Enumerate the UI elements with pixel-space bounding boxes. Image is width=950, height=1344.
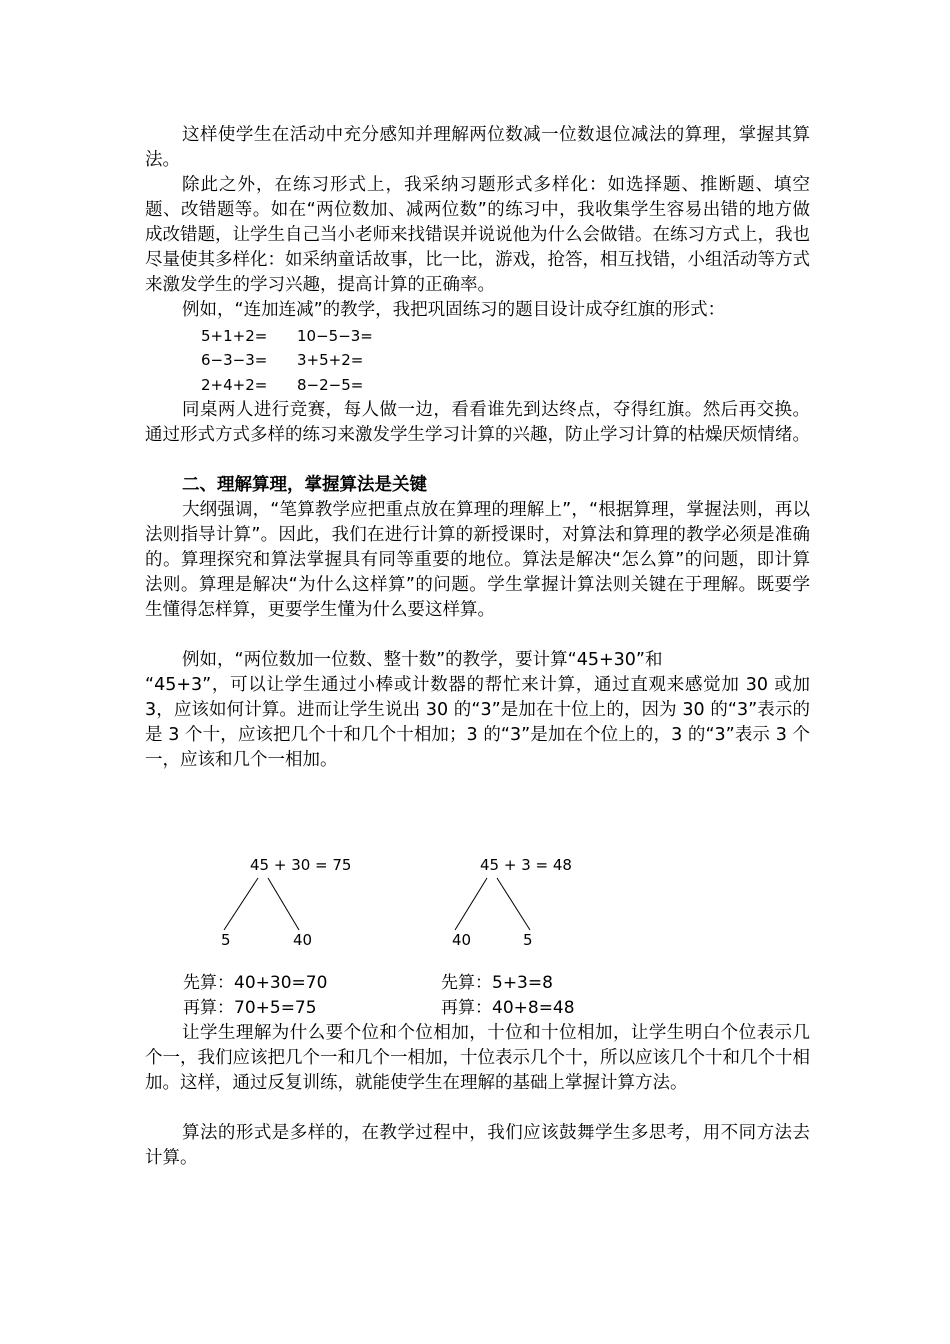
right-branch-line: [497, 878, 530, 930]
paragraph-6-line-1: 例如，“两位数加一位数、整十数”的教学，要计算“45+30”和: [182, 650, 663, 670]
left-branch-line: [268, 878, 299, 930]
left-split-ones: 5: [221, 931, 231, 949]
paragraph-3: 例如，“连加连减”的教学，我把巩固练习的题目设计成夺红旗的形式：: [182, 300, 726, 320]
right-branch-line: [455, 878, 487, 930]
left-branch-line: [224, 878, 258, 930]
section-heading: 二、理解算理，掌握算法是关键: [182, 475, 427, 495]
right-first-step: 先算：5+3=8: [441, 973, 553, 993]
paragraph-5: 大纲强调，“笔算教学应把重点放在算理的理解上”，“根据算理，掌握法则，再以法则指导计算”。因此，我们在进行计算的新授课时，对算法和算理的教学必须是准确的。算理探究和算法掌握具有同等重要的地位。算法是解决“怎么算”的问题，即计算法则。算理是解决“为什么这样算”的问题。学生掌握计算法则关键在于理解。既要学生懂得怎样算，更要学生懂为什么要这样算。: [145, 500, 810, 620]
right-split-tens: 40: [452, 931, 472, 949]
paragraph-4: 同桌两人进行竞赛，每人做一边，看看谁先到达终点，夺得红旗。然后再交换。通过形式方式多样的练习来激发学生学习计算的兴趣，防止学习计算的枯燥厌烦情绪。: [145, 400, 810, 445]
exercise-item: 2+4+2=: [201, 376, 268, 394]
paragraph-7: 让学生理解为什么要个位和个位相加，十位和十位相加，让学生明白个位表示几个一，我们应该把几个一和几个一相加，十位表示几个十，所以应该几个十和几个十相加。这样，通过反复训练，就能使学生在理解的基础上掌握计算方法。: [145, 1023, 810, 1093]
paragraph-6-body: “45+3”，可以让学生通过小棒或计数器的帮忙来计算，通过直观来感觉加 30 或加 3，应该如何计算。进而让学生说出 30 的“3”是加在十位上的，因为 30 的“3”表示的是 3 个十，应该把几个十和几个十相加；3 的“3”是加在个位上的，3 的“3”表示 3 个一，应该和几个一相加。: [145, 675, 810, 770]
exercise-item: 3+5+2=: [297, 351, 364, 369]
exercise-item: 5+1+2=: [201, 327, 268, 345]
left-equation: 45 + 30 = 75: [250, 856, 352, 874]
left-split-tens: 40: [293, 931, 313, 949]
right-equation: 45 + 3 = 48: [480, 856, 572, 874]
exercise-item: 8−2−5=: [297, 376, 364, 394]
right-split-ones: 5: [523, 931, 533, 949]
right-second-step: 再算：40+8=48: [441, 998, 575, 1018]
paragraph-8: 算法的形式是多样的，在教学过程中，我们应该鼓舞学生多思考，用不同方法去计算。: [145, 1123, 810, 1168]
exercise-item: 6−3−3=: [201, 351, 268, 369]
paragraph-2: 除此之外，在练习形式上，我采纳习题形式多样化：如选择题、推断题、填空题、改错题等。如在“两位数加、减两位数”的练习中，我收集学生容易出错的地方做成改错题，让学生自己当小老师来找错误并说说他为什么会做错。在练习方式上，我也尽量使其多样化：如采纳童话故事，比一比，游戏，抢答，相互找错，小组活动等方式来激发学生的学习兴趣，提高计算的正确率。: [145, 175, 810, 295]
paragraph-1: 这样使学生在活动中充分感知并理解两位数减一位数退位减法的算理，掌握其算法。: [145, 125, 810, 170]
left-first-step: 先算：40+30=70: [183, 973, 328, 993]
exercise-item: 10−5−3=: [297, 327, 373, 345]
left-second-step: 再算：70+5=75: [183, 998, 317, 1018]
